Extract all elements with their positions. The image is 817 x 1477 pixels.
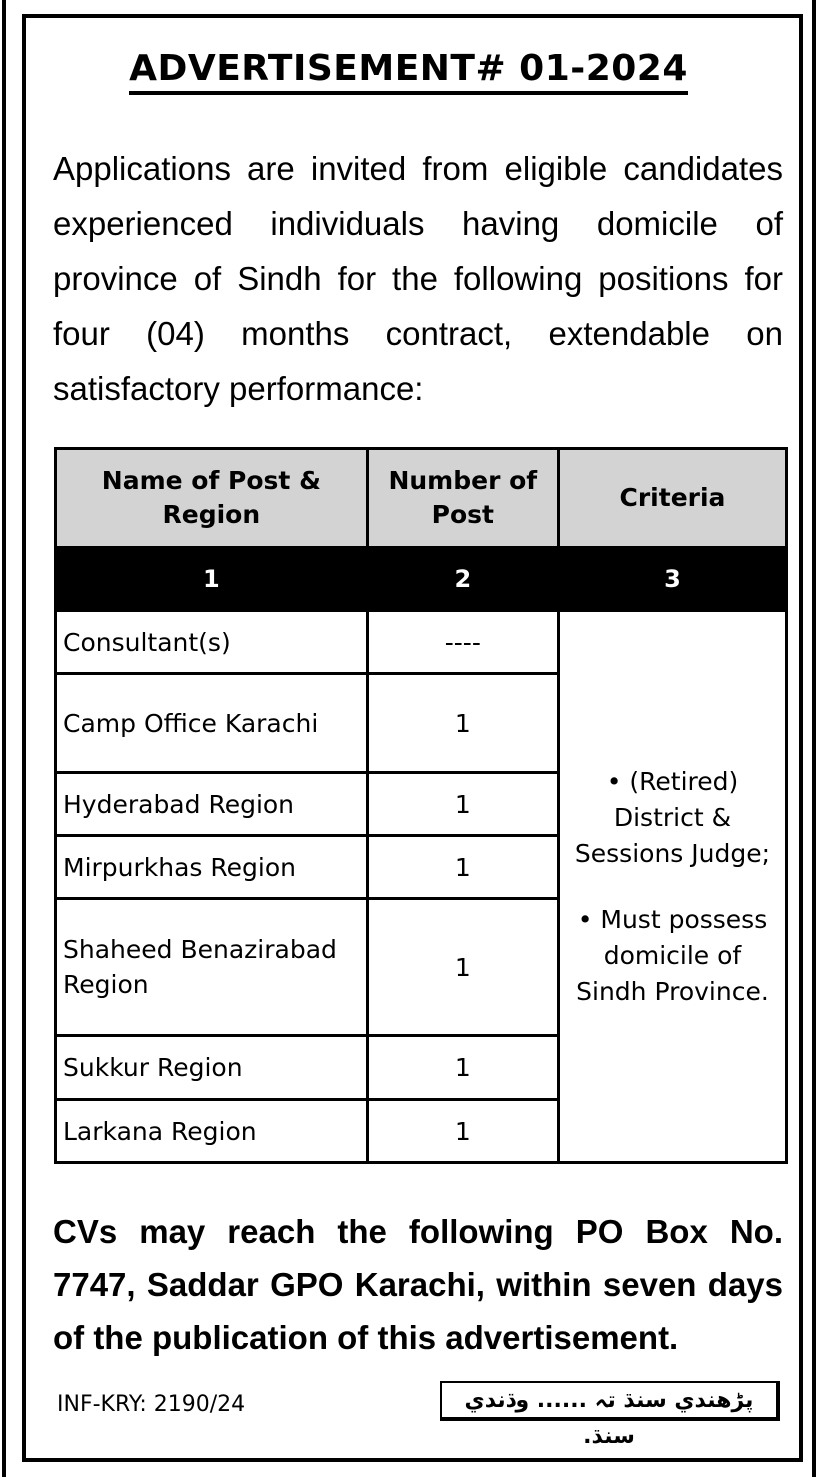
post-name: Hyderabad Region (56, 773, 368, 836)
post-count: 1 (367, 674, 558, 773)
post-name: Camp Office Karachi (56, 674, 368, 773)
header-number: Number of Post (367, 449, 558, 548)
inf-code: INF-KRY: 2190/24 (57, 1392, 246, 1417)
left-border-rule (2, 0, 6, 1477)
cv-submission-note: CVs may reach the following PO Box No. 7747, Saddar GPO Karachi, within seven days of the publication of this advertisement. (53, 1213, 783, 1356)
column-number: 3 (558, 548, 786, 611)
column-number: 1 (56, 548, 368, 611)
table-header-row (56, 449, 787, 548)
criteria-item: • Must possess domicile of Sindh Province. (576, 904, 769, 1006)
post-name: Consultant(s) (56, 611, 368, 674)
post-count: 1 (367, 899, 558, 1036)
intro-paragraph: Applications are invited from eligible candidates experienced individuals having domicile of province of Sindh for the following positions for four (04) months contract, extendable on satisfactory performance: (53, 150, 783, 407)
post-name: Larkana Region (56, 1100, 368, 1163)
post-name: Sukkur Region (56, 1036, 368, 1100)
post-count: ---- (367, 611, 558, 674)
criteria-cell (558, 611, 786, 1163)
post-name: Mirpurkhas Region (56, 836, 368, 899)
post-count: 1 (367, 1100, 558, 1163)
table-row (56, 611, 787, 674)
advertisement-title: ADVERTISEMENT# 01-2024 (0, 48, 817, 89)
positions-table (54, 447, 788, 1164)
column-number-row (56, 548, 787, 611)
sindhi-slogan-box: پڑهندي سنڌ تہ ...... وڌندي سنڌ. (440, 1381, 780, 1421)
right-border-rule (812, 0, 816, 1477)
post-count: 1 (367, 773, 558, 836)
header-criteria: Criteria (558, 449, 786, 548)
post-name: Shaheed Benazirabad Region (56, 899, 368, 1036)
post-count: 1 (367, 1036, 558, 1100)
column-number: 2 (367, 548, 558, 611)
header-post: Name of Post & Region (56, 449, 368, 548)
post-count: 1 (367, 836, 558, 899)
criteria-item: • (Retired) District & Sessions Judge; (574, 766, 771, 868)
